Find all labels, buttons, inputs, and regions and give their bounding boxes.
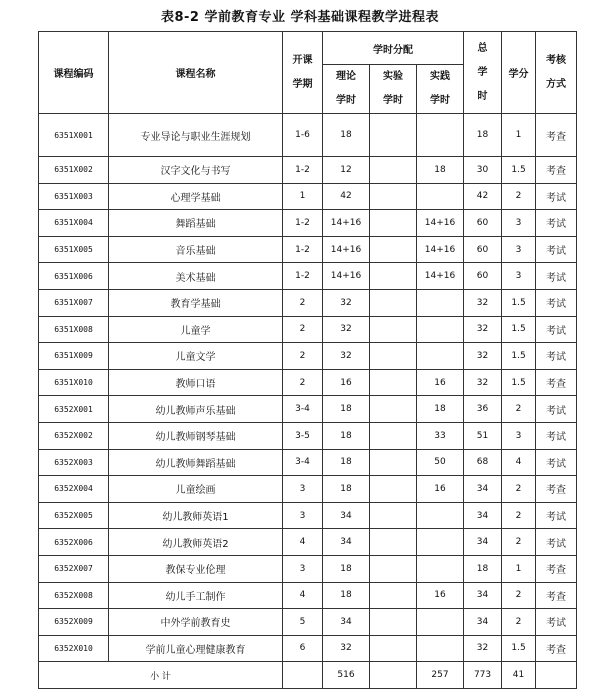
- cell-total: 34: [464, 476, 502, 503]
- subtotal-lab: [370, 662, 417, 689]
- cell-code: 6352X008: [39, 582, 109, 609]
- cell-exam: 考查: [536, 114, 577, 157]
- header-exam-line2: 方式: [546, 78, 567, 90]
- table-row: [39, 183, 577, 210]
- cell-total: 34: [464, 502, 502, 529]
- cell-total: 34: [464, 609, 502, 636]
- table-row: [39, 449, 577, 476]
- subtotal-practice: 257: [417, 662, 464, 689]
- subtotal-total: 773: [464, 662, 502, 689]
- cell-total: 32: [464, 289, 502, 316]
- cell-lab: [370, 316, 417, 343]
- cell-total: 36: [464, 396, 502, 423]
- cell-practice: 14+16: [417, 263, 464, 290]
- cell-term: 1-2: [283, 263, 323, 290]
- cell-code: 6351X009: [39, 343, 109, 370]
- cell-exam: 考查: [536, 635, 577, 662]
- cell-total: 32: [464, 343, 502, 370]
- cell-lab: [370, 114, 417, 157]
- header-practice-line2: 学时: [430, 95, 451, 106]
- subtotal-label: 小 计: [39, 662, 283, 689]
- cell-exam: 考查: [536, 555, 577, 582]
- cell-name: 心理学基础: [109, 183, 283, 210]
- cell-code: 6352X003: [39, 449, 109, 476]
- cell-name: 幼儿教师舞蹈基础: [109, 449, 283, 476]
- header-theory-line1: 理论: [336, 71, 356, 82]
- cell-credit: 1.5: [502, 157, 536, 184]
- cell-total: 30: [464, 157, 502, 184]
- table-row: [39, 609, 577, 636]
- cell-lab: [370, 529, 417, 556]
- cell-term: 1-2: [283, 210, 323, 237]
- cell-term: 3: [283, 476, 323, 503]
- table-row: [39, 289, 577, 316]
- cell-total: 18: [464, 114, 502, 157]
- cell-term: 1-2: [283, 157, 323, 184]
- cell-credit: 1.5: [502, 343, 536, 370]
- table-body: [39, 114, 577, 662]
- subtotal-row: [39, 662, 577, 689]
- header-theory-line2: 学时: [336, 95, 356, 106]
- cell-theory: 16: [323, 369, 370, 396]
- cell-code: 6351X007: [39, 289, 109, 316]
- cell-exam: 考试: [536, 210, 577, 237]
- cell-lab: [370, 289, 417, 316]
- cell-practice: [417, 183, 464, 210]
- cell-practice: [417, 316, 464, 343]
- cell-name: 美术基础: [109, 263, 283, 290]
- cell-practice: [417, 114, 464, 157]
- header-practice-line1: 实践: [430, 71, 451, 82]
- table-row: [39, 555, 577, 582]
- cell-code: 6351X003: [39, 183, 109, 210]
- cell-practice: 18: [417, 157, 464, 184]
- cell-credit: 2: [502, 476, 536, 503]
- cell-total: 18: [464, 555, 502, 582]
- cell-exam: 考试: [536, 422, 577, 449]
- cell-credit: 2: [502, 183, 536, 210]
- cell-code: 6351X008: [39, 316, 109, 343]
- cell-lab: [370, 555, 417, 582]
- cell-lab: [370, 449, 417, 476]
- table-row: [39, 369, 577, 396]
- table-row: [39, 316, 577, 343]
- cell-exam: 考试: [536, 396, 577, 423]
- cell-total: 34: [464, 529, 502, 556]
- cell-lab: [370, 263, 417, 290]
- cell-exam: 考试: [536, 609, 577, 636]
- cell-term: 2: [283, 369, 323, 396]
- cell-code: 6352X007: [39, 555, 109, 582]
- cell-exam: 考试: [536, 183, 577, 210]
- header-term-line2: 学期: [292, 78, 313, 90]
- cell-theory: 12: [323, 157, 370, 184]
- cell-exam: 考试: [536, 316, 577, 343]
- cell-name: 学前儿童心理健康教育: [109, 635, 283, 662]
- course-schedule-table: [38, 31, 577, 689]
- table-row: [39, 582, 577, 609]
- cell-term: 1-6: [283, 114, 323, 157]
- cell-name: 舞蹈基础: [109, 210, 283, 237]
- cell-term: 2: [283, 289, 323, 316]
- cell-name: 中外学前教育史: [109, 609, 283, 636]
- cell-exam: 考查: [536, 157, 577, 184]
- cell-theory: 18: [323, 114, 370, 157]
- header-term: [283, 32, 323, 114]
- header-lab-line2: 学时: [383, 95, 403, 106]
- cell-credit: 3: [502, 422, 536, 449]
- cell-practice: 18: [417, 396, 464, 423]
- header-exam-line1: 考核: [546, 54, 567, 66]
- cell-name: 幼儿手工制作: [109, 582, 283, 609]
- header-total-line3: 时: [477, 90, 488, 102]
- cell-term: 3: [283, 502, 323, 529]
- cell-practice: [417, 555, 464, 582]
- cell-lab: [370, 476, 417, 503]
- cell-exam: 考试: [536, 529, 577, 556]
- cell-code: 6352X009: [39, 609, 109, 636]
- cell-name: 教育学基础: [109, 289, 283, 316]
- cell-code: 6352X006: [39, 529, 109, 556]
- cell-theory: 32: [323, 635, 370, 662]
- cell-lab: [370, 236, 417, 263]
- cell-theory: 18: [323, 476, 370, 503]
- cell-exam: 考查: [536, 369, 577, 396]
- cell-code: 6351X006: [39, 263, 109, 290]
- cell-credit: 3: [502, 263, 536, 290]
- table-row: [39, 157, 577, 184]
- cell-practice: 14+16: [417, 236, 464, 263]
- header-total-line1: 总: [477, 42, 488, 54]
- header-course-code: 课程编码: [39, 32, 109, 114]
- cell-term: 5: [283, 609, 323, 636]
- cell-name: 幼儿教师英语2: [109, 529, 283, 556]
- cell-term: 4: [283, 582, 323, 609]
- cell-credit: 3: [502, 236, 536, 263]
- cell-term: 3-4: [283, 449, 323, 476]
- cell-practice: 16: [417, 369, 464, 396]
- subtotal-theory: 516: [323, 662, 370, 689]
- cell-total: 34: [464, 582, 502, 609]
- cell-term: 1: [283, 183, 323, 210]
- cell-lab: [370, 502, 417, 529]
- cell-credit: 4: [502, 449, 536, 476]
- cell-theory: 34: [323, 609, 370, 636]
- cell-practice: 16: [417, 582, 464, 609]
- cell-theory: 18: [323, 582, 370, 609]
- cell-name: 汉字文化与书写: [109, 157, 283, 184]
- cell-term: 3: [283, 555, 323, 582]
- cell-exam: 考试: [536, 449, 577, 476]
- header-term-line1: 开课: [292, 54, 313, 66]
- table-row: [39, 529, 577, 556]
- cell-term: 3-4: [283, 396, 323, 423]
- cell-exam: 考试: [536, 343, 577, 370]
- cell-total: 51: [464, 422, 502, 449]
- cell-code: 6351X004: [39, 210, 109, 237]
- cell-practice: 14+16: [417, 210, 464, 237]
- cell-term: 3-5: [283, 422, 323, 449]
- table-row: [39, 210, 577, 237]
- cell-name: 儿童学: [109, 316, 283, 343]
- header-course-name: 课程名称: [109, 32, 283, 114]
- cell-lab: [370, 582, 417, 609]
- cell-lab: [370, 635, 417, 662]
- cell-lab: [370, 369, 417, 396]
- cell-credit: 2: [502, 502, 536, 529]
- cell-practice: [417, 289, 464, 316]
- cell-theory: 32: [323, 316, 370, 343]
- cell-code: 6351X010: [39, 369, 109, 396]
- cell-code: 6352X001: [39, 396, 109, 423]
- cell-theory: 42: [323, 183, 370, 210]
- table-row: [39, 502, 577, 529]
- cell-total: 60: [464, 210, 502, 237]
- cell-exam: 考查: [536, 582, 577, 609]
- cell-practice: [417, 502, 464, 529]
- cell-credit: 2: [502, 609, 536, 636]
- table-title: 表8-2 学前教育专业 学科基础课程教学进程表: [160, 10, 440, 25]
- cell-total: 32: [464, 316, 502, 343]
- cell-practice: 50: [417, 449, 464, 476]
- cell-credit: 2: [502, 582, 536, 609]
- cell-name: 幼儿教师英语1: [109, 502, 283, 529]
- cell-name: 儿童绘画: [109, 476, 283, 503]
- cell-name: 幼儿教师钢琴基础: [109, 422, 283, 449]
- cell-credit: 1: [502, 114, 536, 157]
- cell-name: 音乐基础: [109, 236, 283, 263]
- cell-term: 4: [283, 529, 323, 556]
- cell-name: 幼儿教师声乐基础: [109, 396, 283, 423]
- cell-practice: [417, 529, 464, 556]
- cell-term: 1-2: [283, 236, 323, 263]
- header-lab-line1: 实验: [383, 71, 403, 82]
- cell-credit: 1.5: [502, 369, 536, 396]
- cell-theory: 18: [323, 449, 370, 476]
- cell-name: 儿童文学: [109, 343, 283, 370]
- cell-lab: [370, 396, 417, 423]
- cell-credit: 1.5: [502, 289, 536, 316]
- header-credit: 学分: [502, 32, 536, 114]
- cell-code: 6352X004: [39, 476, 109, 503]
- cell-credit: 1.5: [502, 635, 536, 662]
- header-theory: [323, 65, 370, 114]
- cell-theory: 32: [323, 289, 370, 316]
- cell-lab: [370, 183, 417, 210]
- cell-theory: 34: [323, 502, 370, 529]
- cell-total: 42: [464, 183, 502, 210]
- cell-theory: 18: [323, 555, 370, 582]
- table-row: [39, 236, 577, 263]
- cell-name: 教师口语: [109, 369, 283, 396]
- header-total-line2: 学: [477, 66, 488, 78]
- cell-code: 6351X001: [39, 114, 109, 157]
- header-exam: [536, 32, 577, 114]
- cell-term: 6: [283, 635, 323, 662]
- cell-code: 6352X002: [39, 422, 109, 449]
- cell-practice: [417, 635, 464, 662]
- cell-exam: 考试: [536, 289, 577, 316]
- cell-practice: [417, 609, 464, 636]
- cell-exam: 考试: [536, 236, 577, 263]
- cell-lab: [370, 157, 417, 184]
- cell-exam: 考试: [536, 502, 577, 529]
- subtotal-credit: 41: [502, 662, 536, 689]
- cell-total: 68: [464, 449, 502, 476]
- cell-credit: 2: [502, 396, 536, 423]
- cell-term: 2: [283, 316, 323, 343]
- table-row: [39, 263, 577, 290]
- cell-exam: 考查: [536, 476, 577, 503]
- cell-code: 6351X005: [39, 236, 109, 263]
- table-row: [39, 114, 577, 157]
- header-hours-allocation: 学时分配: [323, 32, 464, 65]
- subtotal-exam: [536, 662, 577, 689]
- cell-practice: 33: [417, 422, 464, 449]
- cell-lab: [370, 422, 417, 449]
- cell-exam: 考试: [536, 263, 577, 290]
- table-row: [39, 422, 577, 449]
- cell-theory: 34: [323, 529, 370, 556]
- cell-name: 教保专业伦理: [109, 555, 283, 582]
- cell-credit: 3: [502, 210, 536, 237]
- cell-lab: [370, 343, 417, 370]
- table-row: [39, 343, 577, 370]
- header-practice: [417, 65, 464, 114]
- cell-credit: 1: [502, 555, 536, 582]
- cell-credit: 1.5: [502, 316, 536, 343]
- cell-total: 60: [464, 263, 502, 290]
- cell-practice: 16: [417, 476, 464, 503]
- cell-total: 32: [464, 369, 502, 396]
- cell-theory: 14+16: [323, 236, 370, 263]
- subtotal-term: [283, 662, 323, 689]
- cell-total: 32: [464, 635, 502, 662]
- header-total-hours: [464, 32, 502, 114]
- cell-total: 60: [464, 236, 502, 263]
- cell-code: 6352X005: [39, 502, 109, 529]
- table-row: [39, 476, 577, 503]
- cell-code: 6352X010: [39, 635, 109, 662]
- cell-theory: 32: [323, 343, 370, 370]
- table-row: [39, 396, 577, 423]
- cell-name: 专业导论与职业生涯规划: [109, 114, 283, 157]
- cell-lab: [370, 609, 417, 636]
- header-lab: [370, 65, 417, 114]
- cell-practice: [417, 343, 464, 370]
- cell-theory: 14+16: [323, 210, 370, 237]
- cell-theory: 18: [323, 396, 370, 423]
- cell-lab: [370, 210, 417, 237]
- cell-theory: 14+16: [323, 263, 370, 290]
- cell-code: 6351X002: [39, 157, 109, 184]
- table-row: [39, 635, 577, 662]
- cell-credit: 2: [502, 529, 536, 556]
- cell-term: 2: [283, 343, 323, 370]
- cell-theory: 18: [323, 422, 370, 449]
